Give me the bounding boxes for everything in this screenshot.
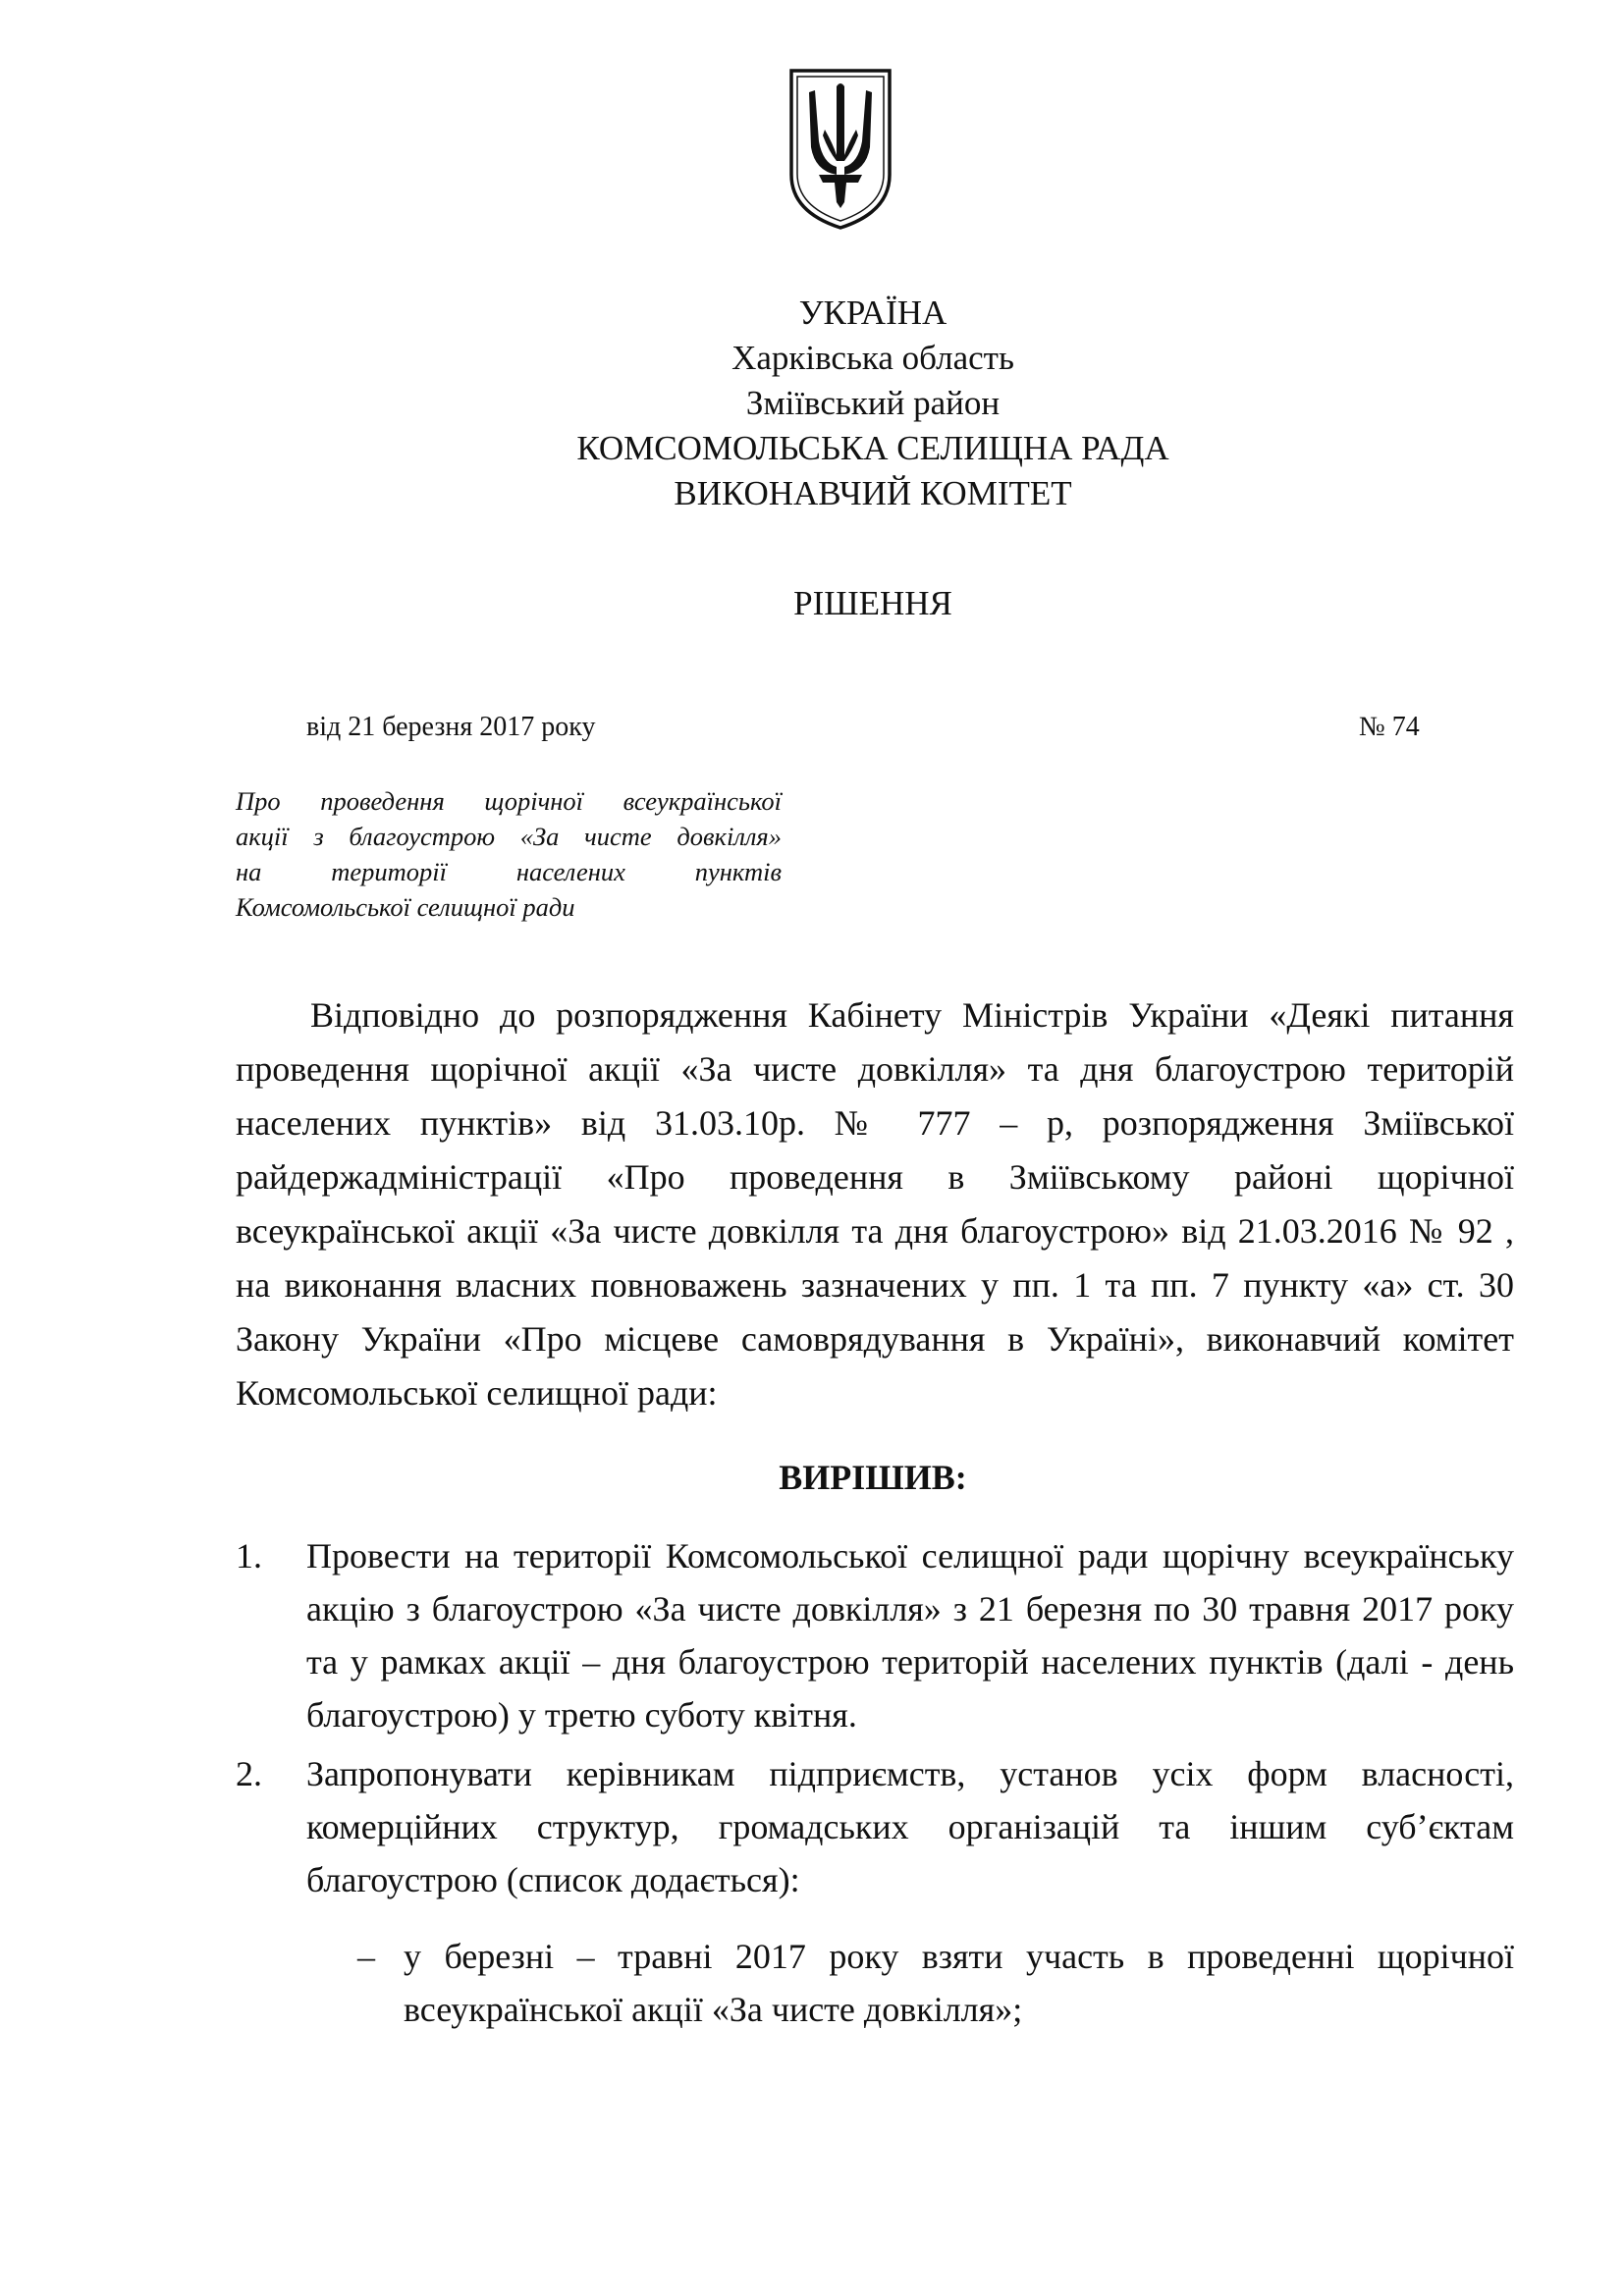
header-council: КОМСОМОЛЬСЬКА СЕЛИЩНА РАДА (576, 429, 1169, 467)
dash-marker: – (357, 1937, 375, 1976)
subject-word: території (331, 857, 448, 886)
trident-emblem-icon (785, 65, 895, 232)
decision-title: РІШЕННЯ (793, 584, 952, 622)
subject-word: пунктів (694, 857, 782, 886)
subject-word: на (236, 857, 262, 886)
subject-line-3 (236, 854, 782, 889)
header-region: Харківська область (731, 339, 1014, 377)
header-country: УКРАЇНА (798, 294, 947, 332)
decision-number: № 74 (1359, 712, 1420, 742)
subject-line-1 (236, 783, 782, 819)
decision-subject (236, 783, 782, 925)
resolved-heading: ВИРІШИВ: (779, 1458, 967, 1497)
sub-list-item-text: у березні – травні 2017 року взяти участь в проведенні щорічної всеукраїнської акції «За чисте довкілля»; (404, 1937, 1514, 2029)
subject-line-4: Комсомольської селищної ради (236, 892, 575, 922)
list-item (236, 1529, 1514, 1741)
sub-list-item (357, 1930, 1514, 2036)
subject-line-1-text: Про проведення щорічної всеукраїнської (236, 786, 782, 816)
subject-line-2-text: акції з благоустрою «За чисте довкілля» (236, 822, 782, 851)
list-item-number: 1. (236, 1536, 262, 1575)
list-item-number: 2. (236, 1754, 262, 1793)
header-committee: ВИКОНАВЧИЙ КОМІТЕТ (674, 474, 1072, 512)
preamble-paragraph: Відповідно до розпорядження Кабінету Міністрів України «Деякі питання проведення щорічної акції «За чисте довкілля» та дня благоустрою територій населених пунктів» від 31.03.10р. № 777 – р, розпорядження Зміївської райдержадміністрації «Про проведення в Зміївському районі щорічної всеукраїнської акції «За чисте довкілля та дня благоустрою» від 21.03.2016 № 92 , на виконання власних повноважень зазначених у пп. 1 та пп. 7 пункту «а» ст. 30 Закону України «Про місцеве самоврядування в Україні», виконавчий комітет Комсомольської селищної ради: (236, 995, 1514, 1413)
list-item-text: Провести на території Комсомольської селищної ради щорічну всеукраїнську акцію з благоустрою «За чисте довкілля» з 21 березня по 30 травня 2017 року та у рамках акції – дня благоустрою територій населених пунктів (далі - день благоустрою) у третю суботу квітня. (306, 1536, 1514, 1735)
document-header (0, 291, 1624, 516)
list-item-text: Запропонувати керівникам підприємств, установ усіх форм власності, комерційних структур, громадських організацій та іншим суб’єктам благоустрою (список додається): (306, 1754, 1514, 1899)
subject-word: населених (515, 857, 625, 886)
decision-date: від 21 березня 2017 року (306, 712, 596, 742)
list-item (236, 1747, 1514, 1906)
subject-line-2 (236, 819, 782, 854)
header-district: Зміївський район (745, 384, 1001, 422)
